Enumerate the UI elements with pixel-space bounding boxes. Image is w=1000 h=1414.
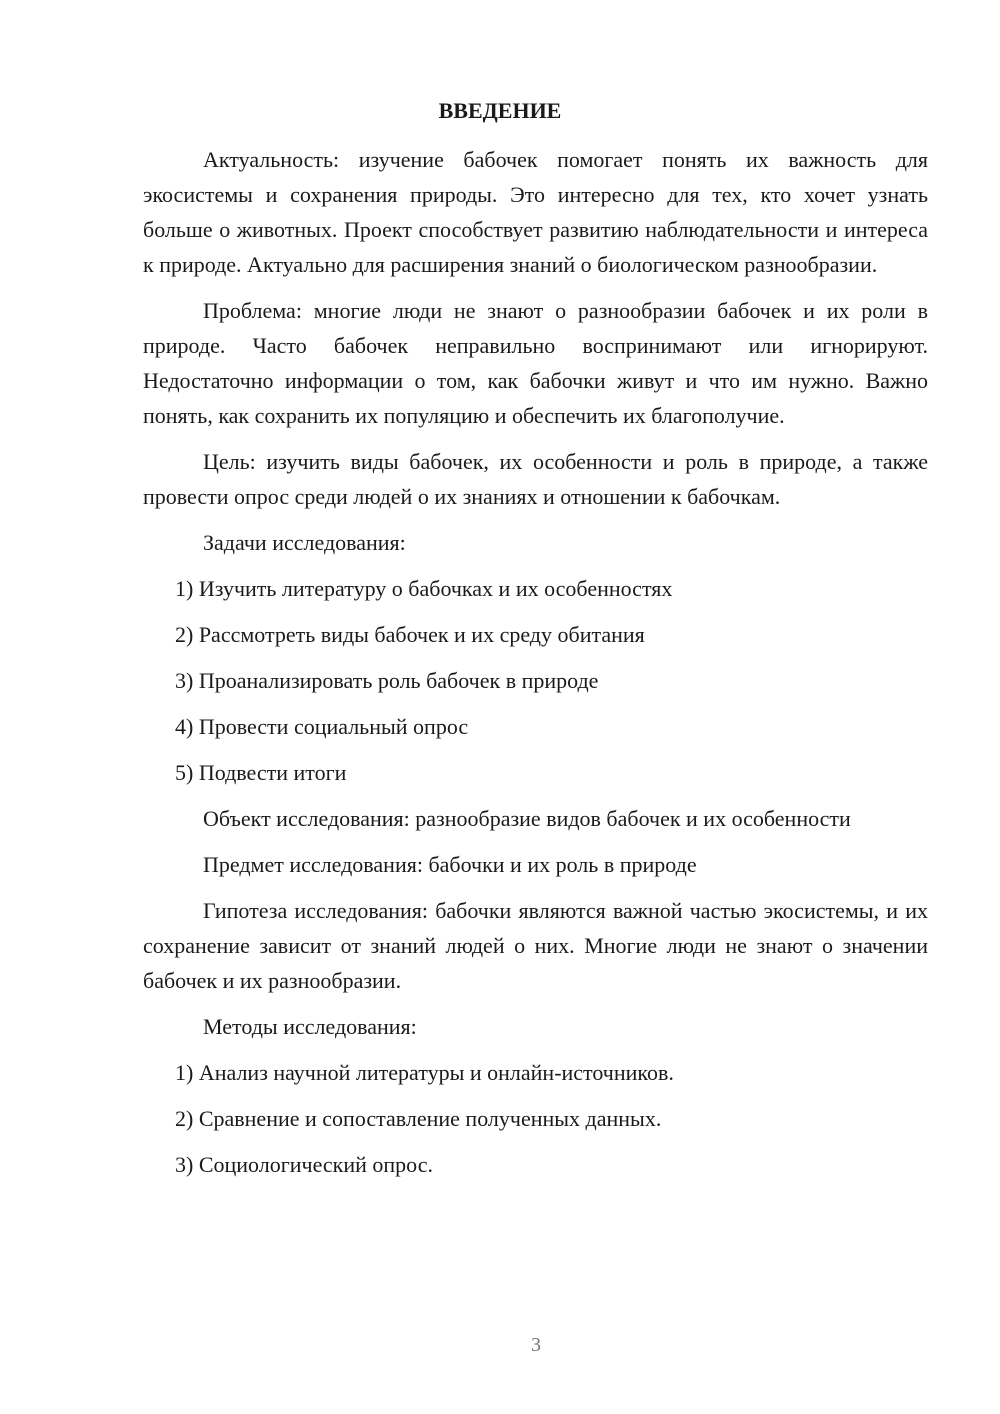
list-item: 2) Сравнение и сопоставление полученных данных.: [175, 1106, 662, 1131]
document-body: [143, 142, 928, 1193]
list-item: 3) Проанализировать роль бабочек в природе: [175, 668, 599, 693]
list-item: 1) Изучить литературу о бабочках и их особенностях: [175, 576, 673, 601]
list-item: 2) Рассмотреть виды бабочек и их среду обитания: [175, 622, 645, 647]
list-item: 4) Провести социальный опрос: [175, 714, 469, 739]
methods-heading: Методы исследования:: [203, 1014, 417, 1039]
relevance-paragraph: Актуальность: изучение бабочек помогает понять их важность для экосистемы и сохранения природы. Это интересно для тех, кто хочет узнать больше о животных. Проект способствует развитию наблюдательности и интереса к природе. Актуально для расширения знаний о биологическом разнообразии.: [143, 147, 928, 277]
methods-list: [143, 1055, 928, 1182]
goal-paragraph: Цель: изучить виды бабочек, их особенности и роль в природе, а также провести опрос среди людей о их знаниях и отношении к бабочкам.: [143, 449, 928, 509]
list-item: 1) Анализ научной литературы и онлайн-источников.: [175, 1060, 674, 1085]
hypothesis-paragraph: Гипотеза исследования: бабочки являются важной частью экосистемы, и их сохранение зависит от знаний людей о них. Многие люди не знают о значении бабочек и их разнообразии.: [143, 898, 928, 993]
page-number: 3: [531, 1334, 541, 1356]
page-title: ВВЕДЕНИЕ: [438, 98, 562, 123]
tasks-heading: Задачи исследования:: [203, 530, 406, 555]
list-item: 3) Социологический опрос.: [175, 1152, 433, 1177]
list-item: 5) Подвести итоги: [175, 760, 347, 785]
problem-paragraph: Проблема: многие люди не знают о разнообразии бабочек и их роли в природе. Часто бабочек неправильно воспринимают или игнорируют. Недостаточно информации о том, как бабочки живут и что им нужно. Важно понять, как сохранить их популяцию и обеспечить их благополучие.: [143, 298, 928, 428]
tasks-list: [143, 571, 928, 790]
subject-paragraph: Предмет исследования: бабочки и их роль в природе: [203, 852, 697, 877]
object-paragraph: Объект исследования: разнообразие видов бабочек и их особенности: [203, 806, 851, 831]
